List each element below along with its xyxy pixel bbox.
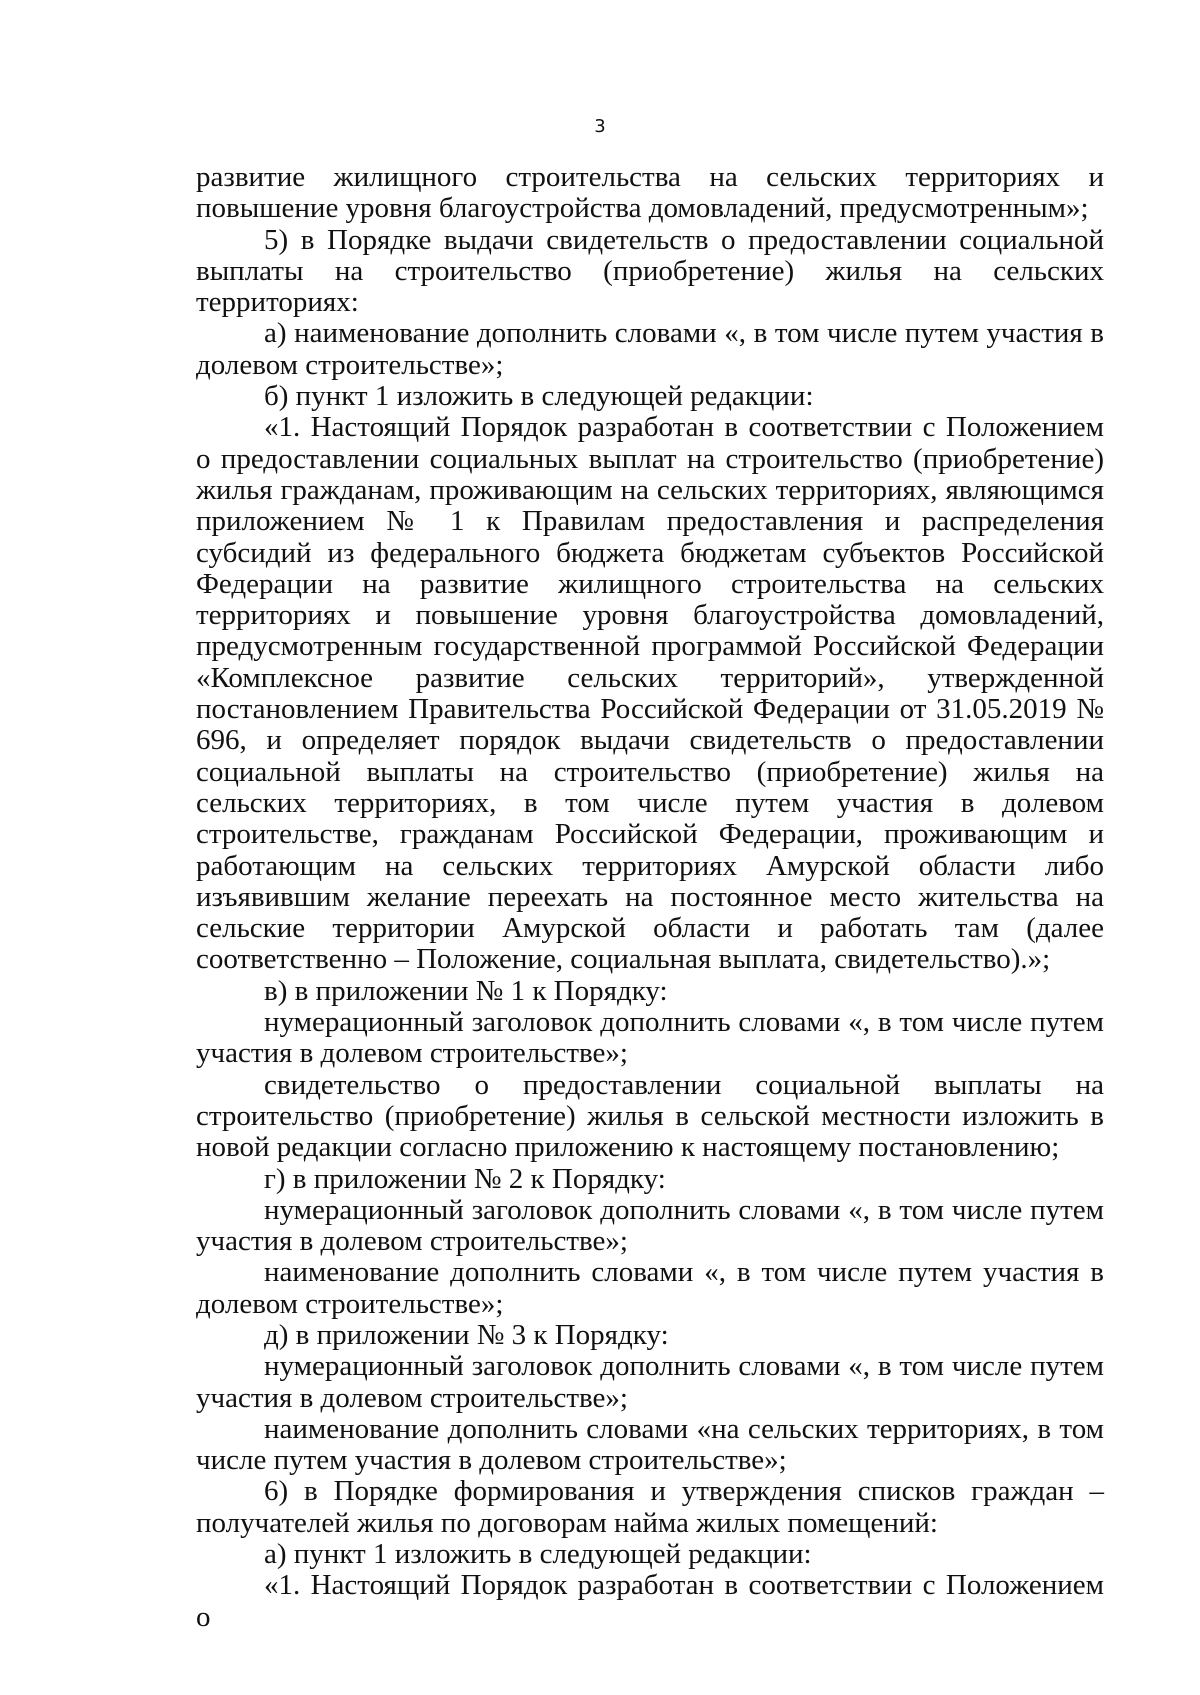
- paragraph-subitem-b: б) пункт 1 изложить в следующей редакции:: [264, 380, 814, 413]
- page-number: 3: [594, 116, 606, 137]
- paragraph-text: нумерационный заголовок дополнить словами «, в том числе путем участия в долевом строительстве»;: [196, 1006, 1104, 1070]
- paragraph-text: нумерационный заголовок дополнить словами «, в том числе путем участия в долевом строительстве»;: [196, 1193, 1104, 1258]
- paragraph-subitem-a: а) пункт 1 изложить в следующей редакции:: [264, 1538, 812, 1571]
- paragraph-item-6: 6) в Порядке формирования и утверждения списков граждан – получателей жилья по договорам найма жилых помещений:: [196, 1475, 1104, 1539]
- paragraph-subitem-a: а) наименование дополнить словами «, в том числе путем участия в долевом строительстве»;: [196, 317, 1104, 381]
- paragraph-subitem-d: д) в приложении № 3 к Порядку:: [264, 1318, 669, 1351]
- paragraph-quoted-clause-1: «1. Настоящий Порядок разработан в соответствии с Положением о: [196, 1569, 1104, 1633]
- paragraph-text: наименование дополнить словами «на сельских территориях, в том числе путем участия в долевом строительстве»;: [196, 1412, 1104, 1477]
- paragraph-subitem-v: в) в приложении № 1 к Порядку:: [264, 974, 668, 1007]
- paragraph-text: наименование дополнить словами «, в том числе путем участия в долевом строительстве»;: [196, 1256, 1104, 1320]
- paragraph-subitem-g: г) в приложении № 2 к Порядку:: [264, 1162, 666, 1195]
- paragraph-continuation: развитие жилищного строительства на сельских территориях и повышение уровня благоустройства домовладений, предусмотренным»;: [196, 161, 1104, 225]
- paragraph-item-5: 5) в Порядке выдачи свидетельств о предоставлении социальной выплаты на строительство (приобретение) жилья на сельских территориях:: [196, 223, 1104, 319]
- paragraph-text: нумерационный заголовок дополнить словами «, в том числе путем участия в долевом строительстве»;: [196, 1350, 1104, 1414]
- document-body: [196, 162, 1104, 1633]
- paragraph-quoted-clause-1: «1. Настоящий Порядок разработан в соответствии с Положением о предоставлении социальных выплат на строительство (приобретение) жилья гражданам, проживающим на сельских территориях, являющимся приложением № 1 к Правилам предоставления и распределения субсидий из федерального бюджета бюджетам субъектов Российской Федерации на развитие жилищного строительства на сельских территориях и повышение уровня благоустройства домовладений, предусмотренным государственной программой Российской Федерации «Комплексное развитие сельских территорий», утвержденной постановлением Правительства Российской Федерации от 31.05.2019 № 696, и определяет порядок выдачи свидетельств о предоставлении социальной выплаты на строительство (приобретение) жилья на сельских территориях, в том числе путем участия в долевом строительстве, гражданам Российской Федерации, проживающим и работающим на сельских территориях Амурской области либо изъявившим желание переехать на постоянное место жительства на сельские территории Амурской области и работать там (далее соответственно – Положение, социальная выплата, свидетельство).»;: [196, 411, 1104, 976]
- paragraph-text: свидетельство о предоставлении социальной выплаты на строительство (приобретение) жилья в сельской местности изложить в новой редакции согласно приложению к настоящему постановлению;: [196, 1068, 1104, 1164]
